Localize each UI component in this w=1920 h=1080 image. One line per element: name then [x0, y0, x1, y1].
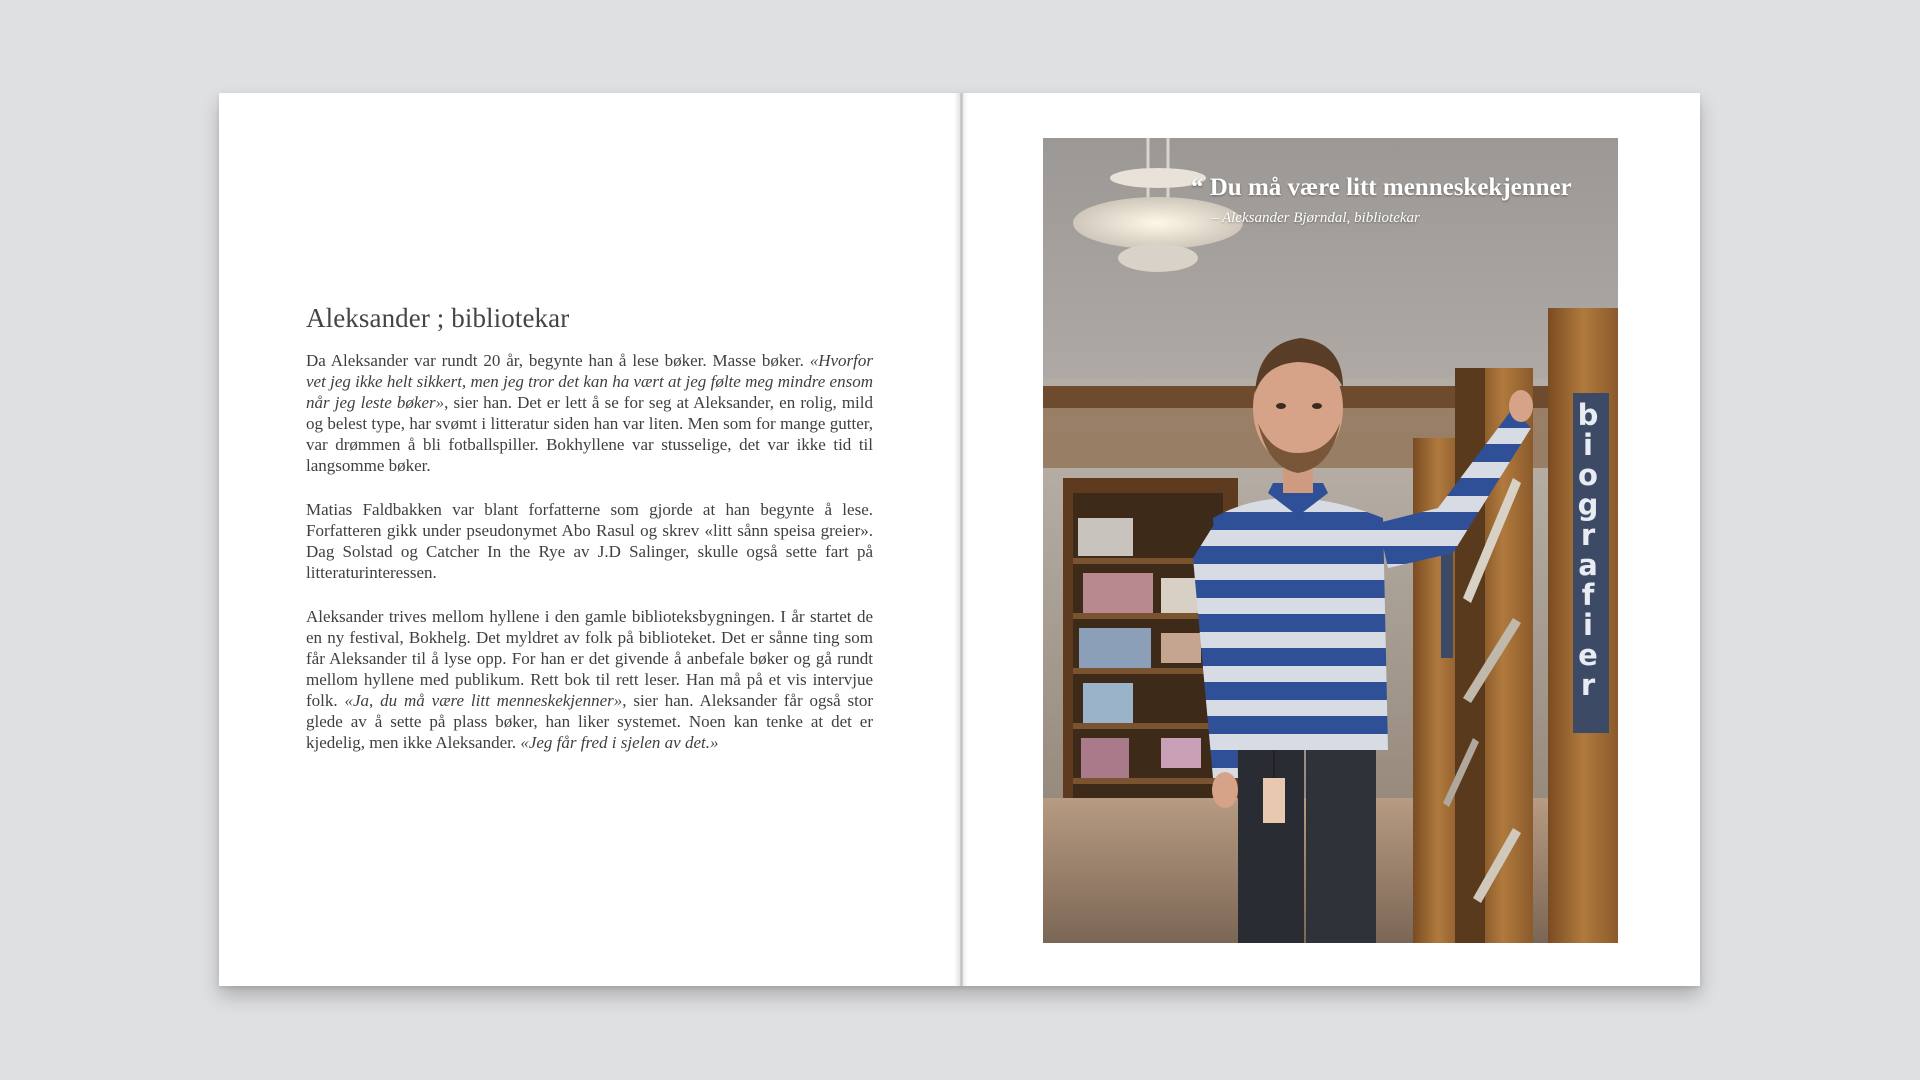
article [306, 303, 873, 776]
pull-quote-credit: – Aleksander Bjørndal, bibliotekar [1211, 210, 1420, 226]
library-scene [1043, 138, 1618, 943]
sign-letter: i [1583, 428, 1593, 462]
sign-letter: b [1577, 398, 1599, 432]
sign-letter: o [1578, 458, 1598, 492]
p1-quote: «Hvorfor vet jeg ikke helt sikkert, men jeg tror det kan ha vært at jeg følte meg mindre ensom når jeg leste bøker» [306, 351, 873, 412]
sign-letter: a [1578, 548, 1598, 582]
sign-letter: g [1577, 488, 1599, 522]
sign-letter: f [1581, 578, 1595, 612]
p3-text-c: , sier han. Aleksander får også stor glede av å sette på plass bøker, han liker systemet. Noen kan tenke at det er kjedelig, men ikke Aleksander. [306, 691, 873, 752]
pull-quote-text: “ Du må være litt menneskekjenner [1191, 174, 1572, 201]
p1-text-c: , sier han. Det er lett å se for seg at Aleksander, en rolig, mild og belest type, har svømt i litteratur siden han var liten. Men som for mange gutter, var drømmen å bli fotballspiller. Bokhyllene var stusselige, det var ikke tid til langsomme bøker. [306, 393, 873, 475]
sign-letter: i [1583, 608, 1593, 642]
p3-text-a: Aleksander trives mellom hyllene i den gamle biblioteksbygningen. I år startet de en ny festival, Bokhelg. Det myldret av folk på biblioteket. Det er sånne ting som får Aleksander til å lyse opp. For han er det givende å anbefale bøker og gå rundt mellom hyllene med publikum. Rett bok til rett leser. Han må på et vis intervjue folk. [306, 607, 873, 710]
p1-text-a: Da Aleksander var rundt 20 år, begynte han å lese bøker. Masse bøker. [306, 351, 810, 370]
sign-letter: r [1580, 518, 1596, 552]
p3-quote-2: «Jeg får fred i sjelen av det.» [520, 733, 719, 752]
sign-letter: r [1580, 668, 1596, 702]
article-title: Aleksander ; bibliotekar [306, 303, 570, 333]
left-page [219, 93, 960, 986]
right-page [960, 93, 1700, 986]
pull-quote [1191, 174, 1601, 227]
librarian-photo [1043, 138, 1618, 943]
article-paragraph-1 [306, 350, 873, 476]
book-spread [219, 93, 1700, 986]
shelf-sign-biografier [1573, 400, 1603, 700]
article-paragraph-2: Matias Faldbakken var blant forfatterne som gjorde at han begynte å lese. Forfatteren gikk under pseudonymet Abo Rasul og skrev «litt sånn speisa greier». Dag Solstad og Catcher In the Rye av J.D Salinger, skulle også sette fart på litteraturinteressen. [306, 500, 873, 582]
article-paragraph-3 [306, 606, 873, 753]
sign-letter: e [1578, 638, 1598, 672]
p3-quote-1: «Ja, du må være litt menneskekjenner» [344, 691, 623, 710]
